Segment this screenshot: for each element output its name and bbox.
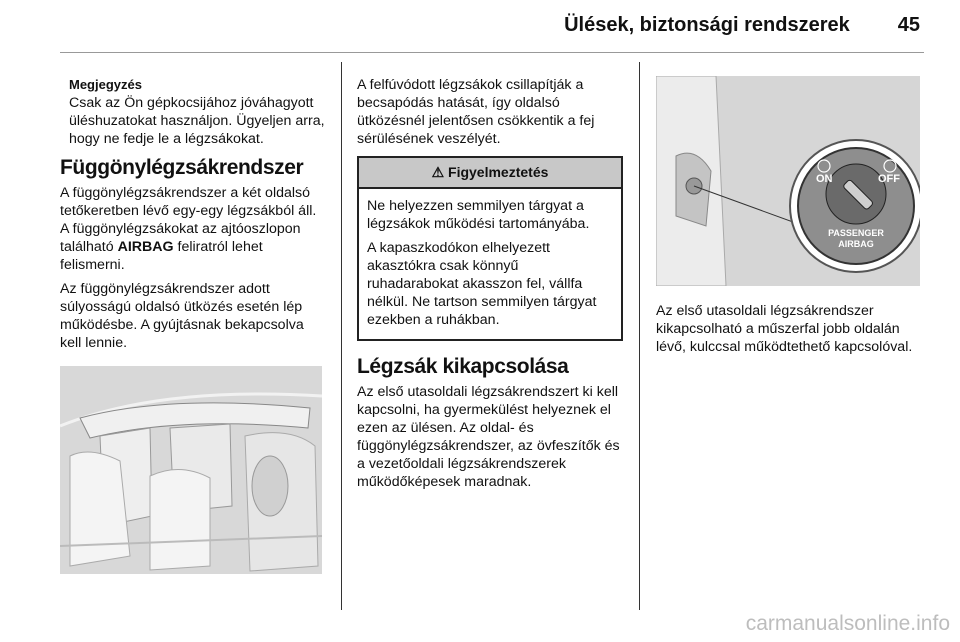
warning-header	[359, 158, 621, 189]
header-divider	[60, 52, 924, 53]
airbag-deactivation-para: Az első utasoldali légzsákrendszert ki kell kapcsolni, ha gyermekülést helyeznek el ezen az ülésen. Az oldal- és függönylégzsákrendszer, az övfeszítők és a vezetőoldali légzsákrendszerek működőképesek maradnak.	[357, 384, 620, 490]
warning-para-1: Ne helyezzen semmilyen tárgyat a légzsákok működési tartományába.	[367, 198, 590, 232]
page-number: 45	[897, 14, 920, 36]
curtain-airbag-para-1	[60, 184, 326, 274]
switch-airbag-label: AIRBAG	[838, 239, 874, 249]
note-box	[69, 76, 326, 148]
curtain-airbag-para-2: Az függönylégzsákrendszer adott súlyosságú oldalsó ütközés esetén lép működésbe. A gyújtásnak bekapcsolva kell lennie.	[60, 281, 304, 351]
warning-para-2: A kapaszkodókon elhelyezett akasztókra csak könnyű ruhadarabokat akasszon fel, vállfa nélkül. Ne tartson semmilyen tárgyat ezekben a ruhákban.	[367, 240, 597, 328]
airbag-deactivation-heading: Légzsák kikapcsolása	[357, 355, 569, 378]
airbag-intro-para: A felfúvódott légzsákok csillapítják a becsapódás hatását, így oldalsó ütközésnél jelentősen csökkentik a fej sérülésének veszélyét.	[357, 77, 595, 147]
curtain-airbag-heading: Függönylégzsákrendszer	[60, 156, 304, 179]
para-1-text: A függönylégzsákrendszer a két oldalsó tetőkeretben lévő egy-egy légzsákból áll. A függönylégzsákokat az ajtóoszlopon található	[60, 185, 317, 255]
warning-box	[357, 156, 623, 341]
page-header	[564, 14, 920, 37]
chapter-title: Ülések, biztonsági rendszerek	[564, 14, 850, 36]
warning-title: Figyelmeztetés	[448, 164, 549, 180]
airbag-switch-illustration	[656, 76, 920, 286]
warning-body	[359, 189, 621, 339]
watermark: carmanualsonline.info	[745, 612, 950, 635]
curtain-airbag-drawing	[60, 366, 322, 574]
warning-triangle-icon: ⚠	[431, 164, 445, 180]
column-divider-2	[639, 62, 640, 610]
column-3	[656, 62, 922, 362]
curtain-airbag-illustration	[60, 366, 322, 574]
column-1	[60, 62, 326, 574]
switch-off-label: OFF	[878, 173, 900, 185]
airbag-switch-drawing	[656, 76, 920, 286]
switch-on-label: ON	[816, 173, 833, 185]
note-text: Csak az Ön gépkocsijához jóváhagyott üléshuzatokat használjon. Ügyeljen arra, hogy ne fedje le a légzsákokat.	[69, 95, 325, 147]
switch-caption: Az első utasoldali légzsákrendszer kikapcsolható a műszerfal jobb oldalán lévő, kulccsal működtethető kapcsolóval.	[656, 303, 913, 355]
column-divider-1	[341, 62, 342, 610]
para-1-text-end: feliratról lehet felismerni.	[60, 239, 263, 273]
column-2	[357, 62, 623, 497]
switch-passenger-label: PASSENGER	[828, 228, 884, 238]
airbag-label-text: AIRBAG	[117, 239, 174, 255]
note-title: Megjegyzés	[69, 77, 142, 92]
